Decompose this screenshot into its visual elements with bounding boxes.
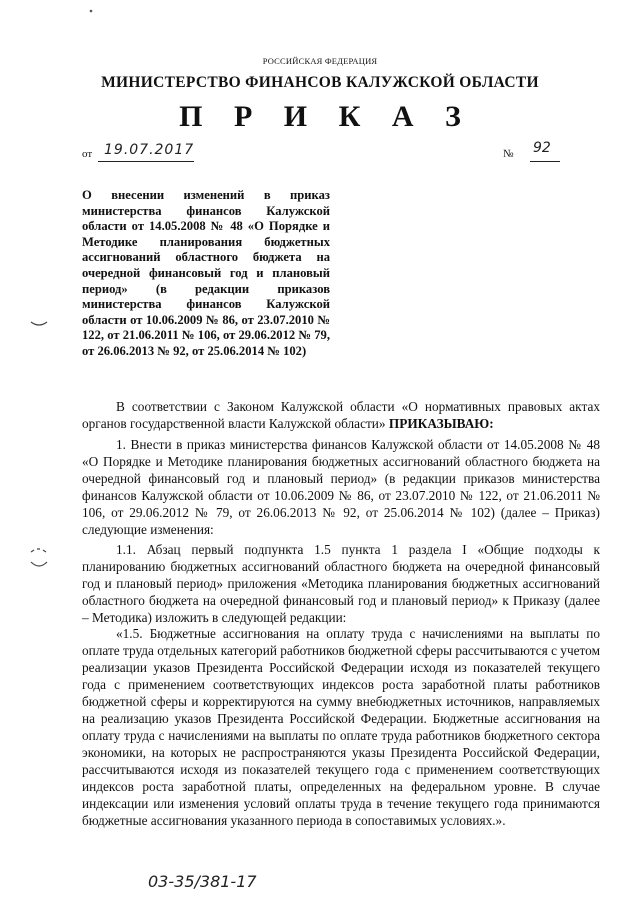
date-label: от	[82, 148, 93, 160]
document-type-title: П Р И К А З	[179, 100, 473, 133]
preamble-text: В соответствии с Законом Калужской области «О нормативных правовых актах органов государственной власти Калужской области»	[82, 399, 600, 431]
quoted-new-text: «1.5. Бюджетные ассигнования на оплату труда с начислениями на выплаты по оплате труда отдельных категорий работников бюджетной сферы рассчитываются с учетом реализации указов Президента Российской Федерации исходя из показателей текущего года с применением соответствующих индексов роста заработной платы работников бюджетной сферы и корректируются на сумму внебюджетных источников, направляемых на реализацию указов Президента Российской Федерации. Бюджетные ассигнования на оплату труда с начислениями на выплаты по оплате труда работников бюджетного сектора экономики, на которых не распространяются указы Президента Российской Федерации, рассчитываются исходя из показателей текущего года с применением соответствующих индексов роста заработной платы, определенных на федеральном уровне. В случае индексации или изменения условий оплаты труда в течение текущего года принимаются бюджетные ассигнования указанного периода в сопоставимых условиях.».	[82, 626, 600, 828]
ministry-title: МИНИСТЕРСТВО ФИНАНСОВ КАЛУЖСКОЙ ОБЛАСТИ	[101, 74, 539, 91]
number-underline	[530, 161, 560, 162]
number-value: 92	[533, 140, 551, 156]
margin-hole-icon	[28, 546, 50, 576]
order-subject: О внесении изменений в приказ министерства финансов Калужской области от 14.05.2008 № 48 «О Порядке и Методике планирования бюджетных ассигнований областного бюджета на очередной финансовый год и плановый период» (в редакции приказов министерства финансов Калужской области от 10.06.2009 № 86, от 23.07.2010 № 122, от 21.06.2011 № 106, от 29.06.2012 № 79, от 26.06.2013 № 92, от 25.06.2014 № 102)	[82, 188, 330, 358]
item-1-paragraph: 1. Внести в приказ министерства финансов Калужской области от 14.05.2008 № 48 «О Порядке и Методике планирования бюджетных ассигнований областного бюджета на очередной финансовый год и плановый период» (в редакции приказов министерства финансов Калужской области от 10.06.2009 № 86, от 23.07.2010 № 122, от 21.06.2011 № 106, от 29.06.2012 № 79, от 26.06.2013 № 92, от 25.06.2014 № 102) (далее – Приказ) следующие изменения:	[82, 437, 600, 537]
date-underline	[98, 161, 194, 162]
number-label: №	[503, 148, 514, 160]
margin-mark-icon	[28, 300, 50, 330]
registration-number: 03-35/381-17	[148, 872, 257, 891]
order-word: ПРИКАЗЫВАЮ:	[388, 416, 494, 431]
date-value: 19.07.2017	[104, 142, 195, 158]
preamble-paragraph	[82, 398, 600, 432]
top-dot-icon	[86, 6, 96, 16]
item-1-1-paragraph: 1.1. Абзац первый подпункта 1.5 пункта 1 раздела I «Общие подходы к планированию бюджетных ассигнований областного бюджета на очередной финансовый год и плановый период» приложения «Методика планирования бюджетных ассигнований областного бюджета на очередной финансовый год и плановый период» к Приказу (далее – Методика) изложить в следующей редакции:	[82, 542, 600, 625]
federation-label: РОССИЙСКАЯ ФЕДЕРАЦИЯ	[262, 56, 378, 66]
